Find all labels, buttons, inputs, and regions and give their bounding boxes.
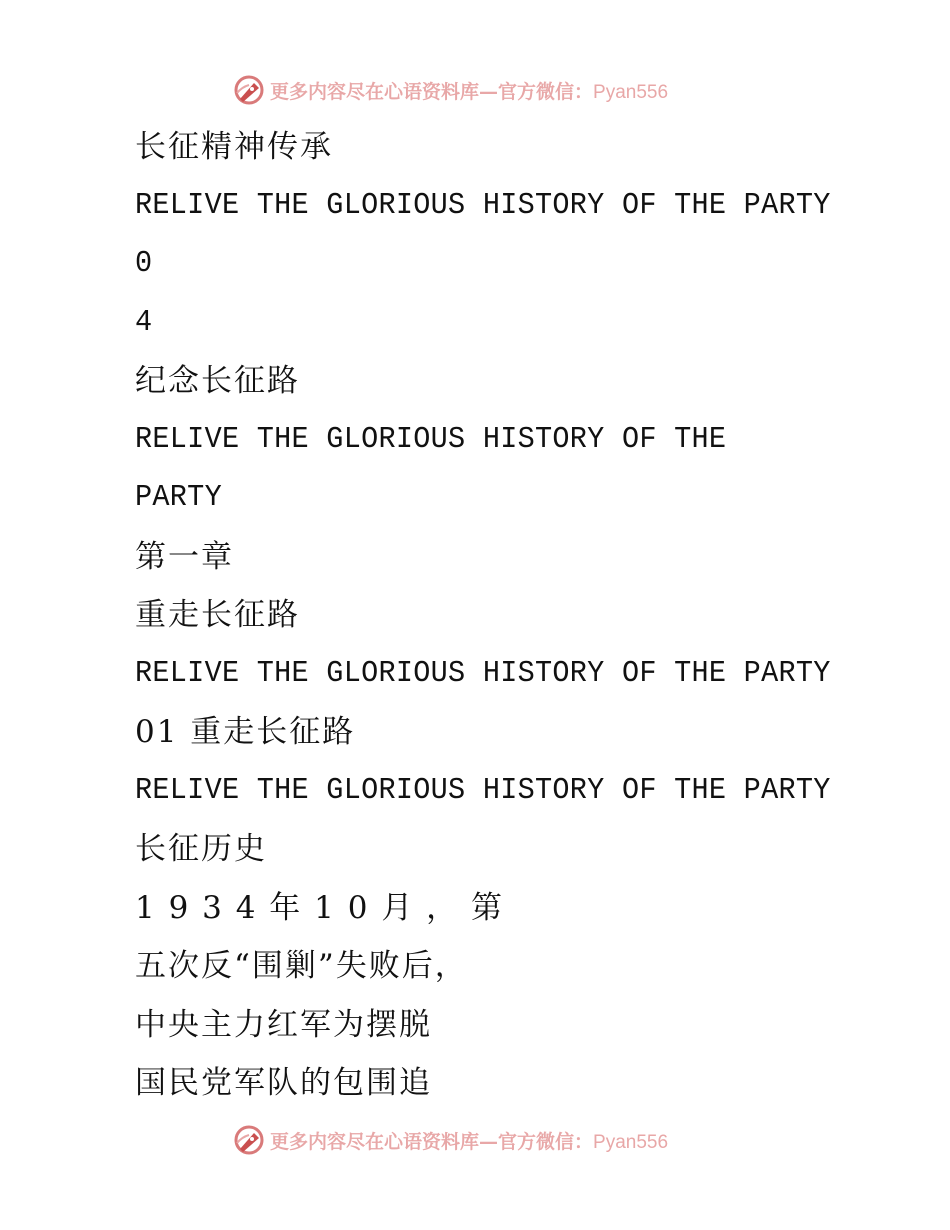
text-line: RELIVE THE GLORIOUS HISTORY OF THE PARTY bbox=[135, 187, 831, 223]
text-line: RELIVE THE GLORIOUS HISTORY OF THE PARTY bbox=[135, 655, 831, 691]
text-line: RELIVE THE GLORIOUS HISTORY OF THE bbox=[135, 421, 727, 457]
text-line: 纪念长征路 bbox=[135, 363, 300, 399]
text-line: 1 9 3 4 年 1 0 月 ， 第 bbox=[135, 889, 505, 926]
header-watermark bbox=[232, 70, 752, 110]
text-line: 中央主力红军为摆脱 bbox=[135, 1006, 432, 1043]
pen-nib-logo-icon bbox=[232, 1123, 266, 1157]
text-line: 国民党军队的包围追 bbox=[135, 1065, 432, 1101]
text-line: PARTY bbox=[135, 480, 222, 515]
watermark-text: 更多内容尽在心语资料库—官方微信：Pyan556 bbox=[270, 80, 669, 103]
text-line: 0 bbox=[135, 246, 153, 281]
text-line: 五次反“围剿”失败后， bbox=[135, 948, 468, 984]
watermark-text: 更多内容尽在心语资料库—官方微信：Pyan556 bbox=[270, 1130, 669, 1153]
text-line: 01 重走长征路 bbox=[135, 714, 356, 750]
text-line: 重走长征路 bbox=[135, 597, 300, 633]
text-line: 4 bbox=[135, 304, 153, 340]
text-line: 长征精神传承 bbox=[135, 129, 333, 165]
text-line: 第一章 bbox=[135, 538, 234, 575]
pen-nib-logo-icon bbox=[232, 73, 266, 107]
document-body bbox=[135, 118, 855, 1113]
footer-watermark bbox=[232, 1120, 752, 1160]
text-line: 长征历史 bbox=[135, 831, 267, 867]
text-line: RELIVE THE GLORIOUS HISTORY OF THE PARTY bbox=[135, 772, 831, 808]
